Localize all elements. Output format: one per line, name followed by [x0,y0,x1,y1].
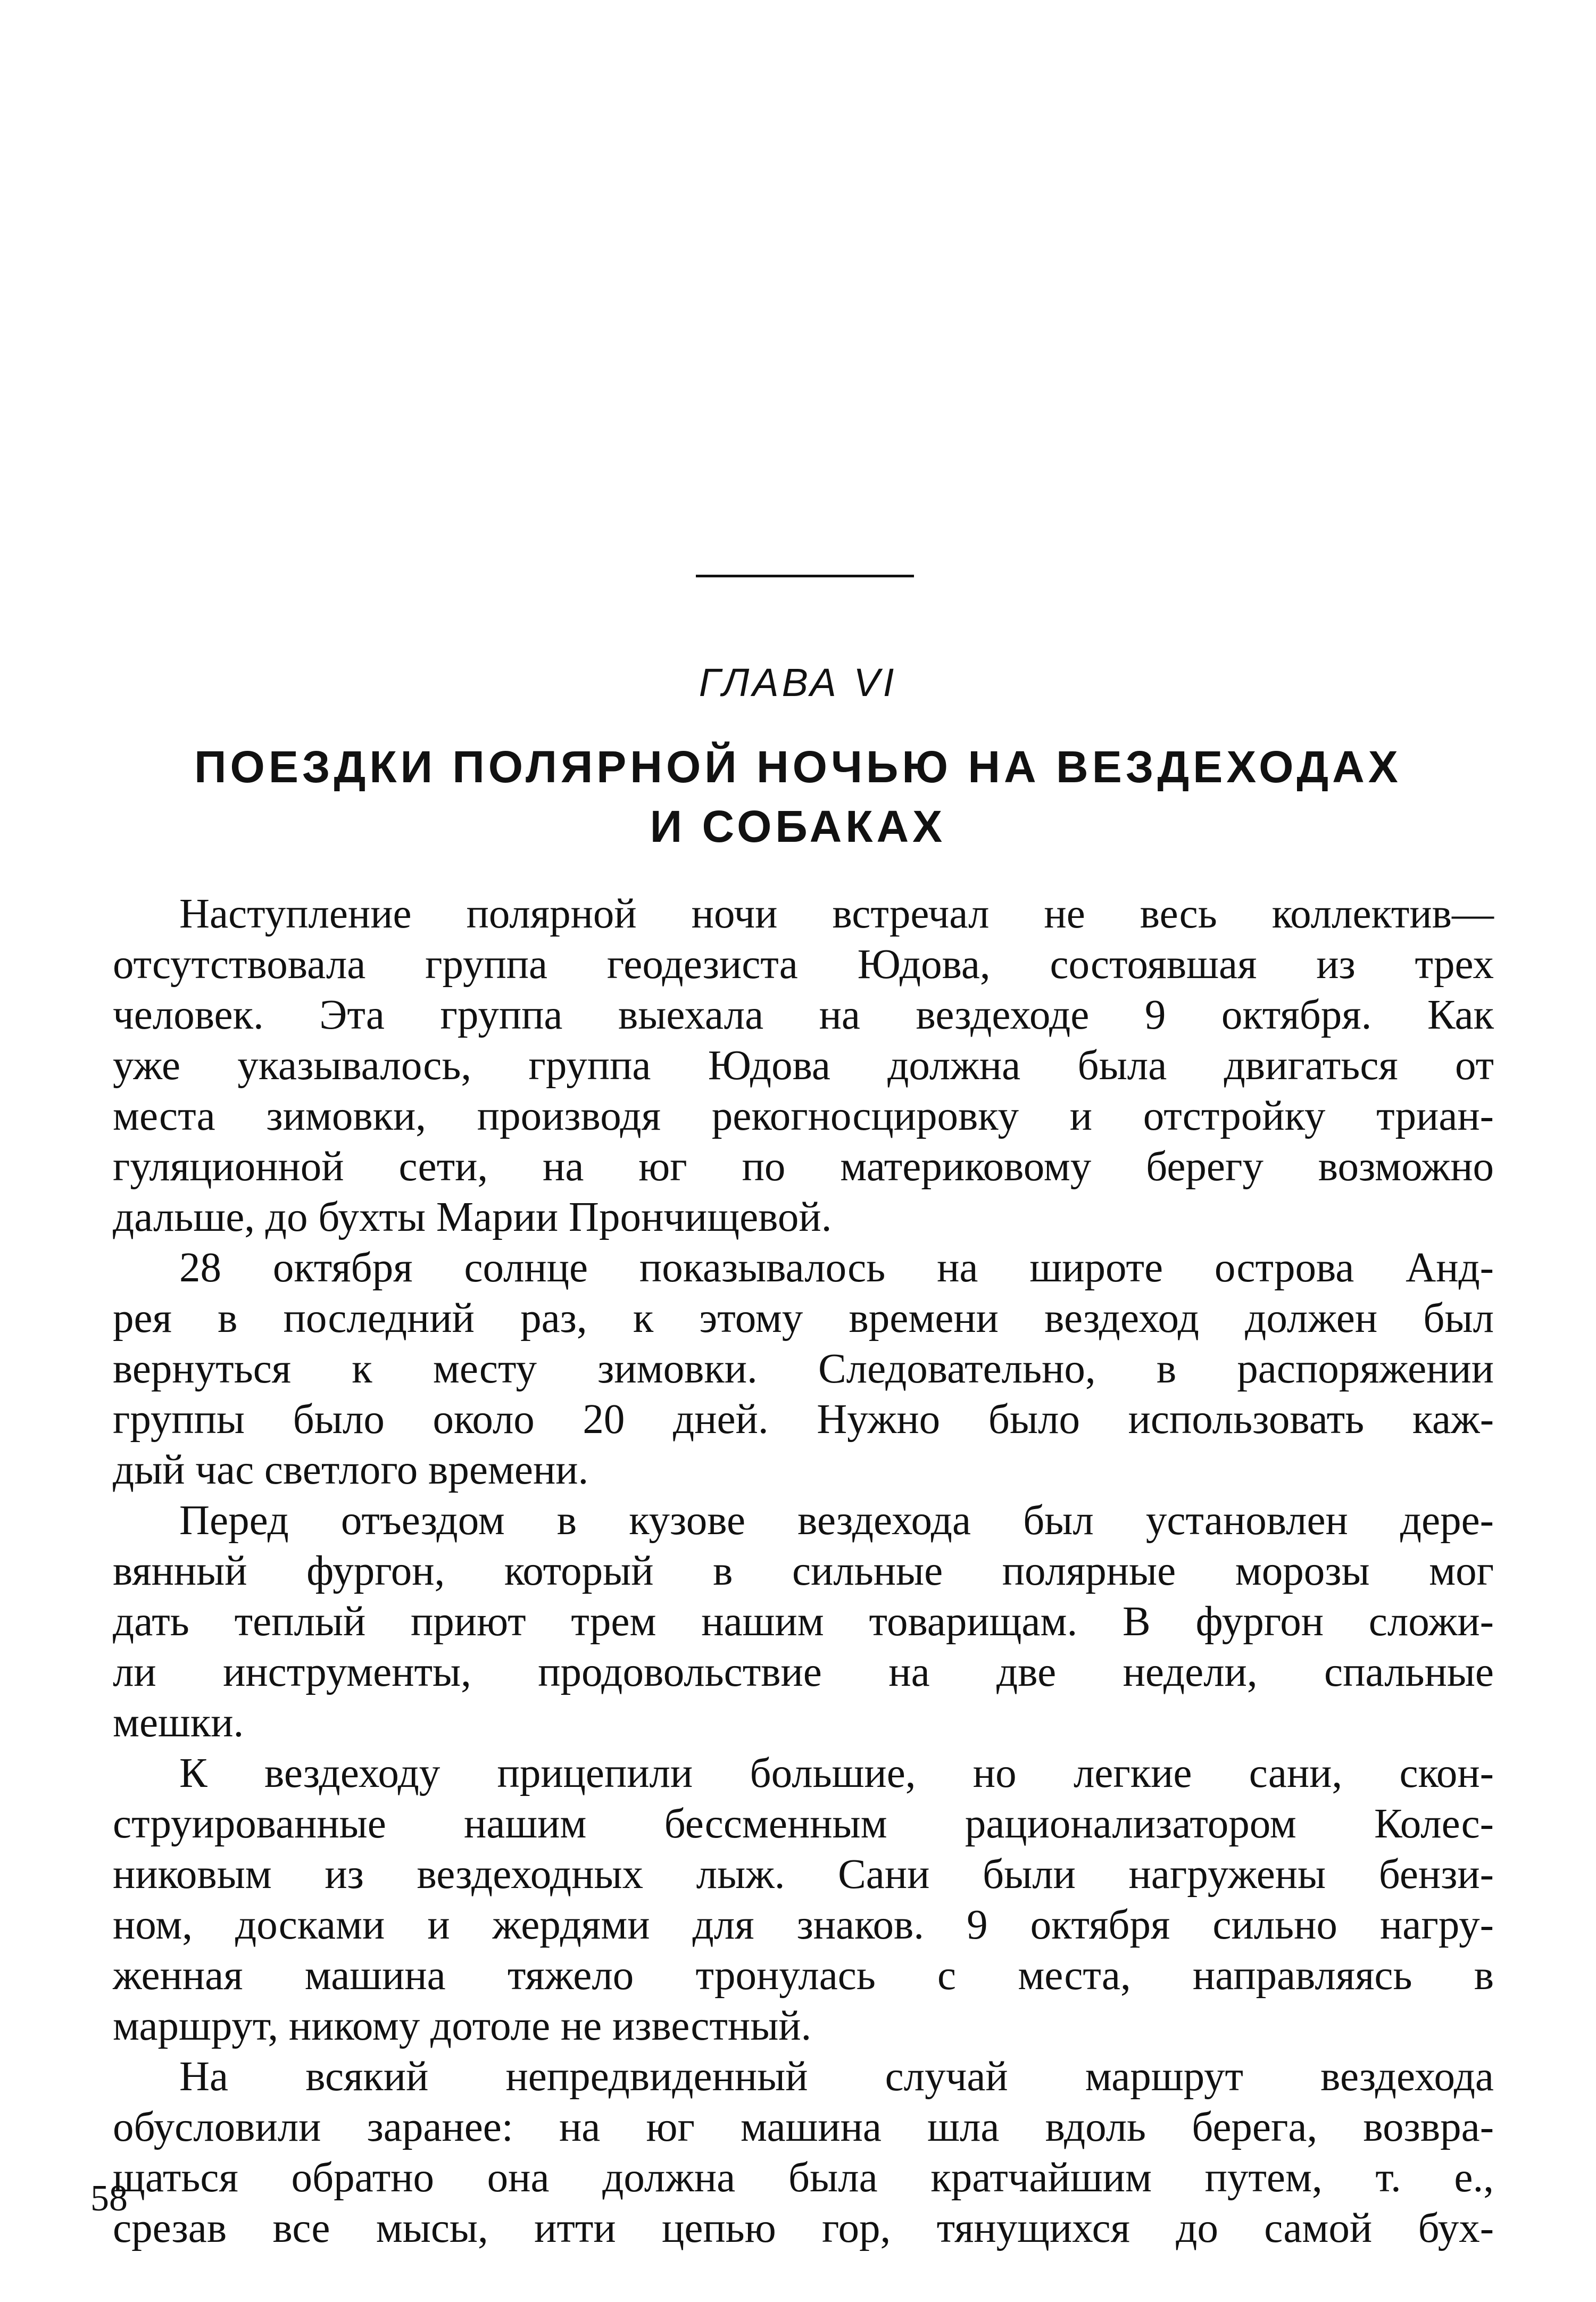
text-line: На всякий непредвиденный случай маршрут вездехода [179,2053,1494,2100]
text-line: группы было около 20 дней. Нужно было использовать каж- [113,1396,1494,1443]
text-line: маршрут, никому дотоле не известный. [113,2003,812,2049]
chapter-divider-rule [696,575,914,577]
text-line: вернуться к месту зимовки. Следовательно, в распоряжении [113,1346,1494,1392]
chapter-title-line: И СОБАКАХ [650,801,946,851]
body-text [113,889,1494,2254]
text-line: 28 октября солнце показывалось на широте острова Анд- [179,1245,1494,1291]
text-line: ном, досками и жердями для знаков. 9 октября сильно нагру- [113,1902,1494,1948]
text-line: человек. Эта группа выехала на вездеходе 9 октября. Как [113,992,1494,1038]
text-line: уже указывалось, группа Юдова должна была двигаться от [113,1042,1494,1089]
text-line: гуляционной сети, на юг по материковому берегу возможно [113,1144,1494,1190]
chapter-title [160,737,1436,856]
text-line: ли инструменты, продовольствие на две недели, спальные [113,1649,1494,1695]
text-line: никовым из вездеходных лыж. Сани были нагружены бензи- [113,1851,1494,1898]
text-line: дальше, до бухты Марии Прончищевой. [113,1194,832,1240]
text-line: Перед отъездом в кузове вездехода был установлен дере- [179,1497,1494,1544]
chapter-label: ГЛАВА VI [699,660,897,705]
text-line: мешки. [113,1700,244,1746]
text-line: вянный фургон, который в сильные полярные морозы мог [113,1548,1494,1594]
text-line: дый час светлого времени. [113,1447,589,1493]
text-line: рея в последний раз, к этому времени вездеход должен был [113,1295,1494,1342]
text-line: К вездеходу прицепили большие, но легкие сани, скон- [179,1750,1494,1796]
page-number: 58 [90,2178,128,2219]
text-line: обусловили заранее: на юг машина шла вдоль берега, возвра- [113,2104,1494,2150]
text-line: щаться обратно она должна была кратчайшим путем, т. е., [113,2155,1494,2201]
text-line: дать теплый приют трем нашим товарищам. В фургон сложи- [113,1599,1494,1645]
text-line: срезав все мысы, итти цепью гор, тянущихся до самой бух- [113,2205,1494,2251]
chapter-title-line: ПОЕЗДКИ ПОЛЯРНОЙ НОЧЬЮ НА ВЕЗДЕХОДАХ [194,742,1402,792]
text-line: места зимовки, производя рекогносцировку и отстройку триан- [113,1093,1494,1139]
text-line: женная машина тяжело тронулась с места, направляясь в [113,1952,1494,1999]
text-line: струированные нашим бессменным рационализатором Колес- [113,1801,1494,1847]
text-line: отсутствовала группа геодезиста Юдова, состоявшая из трех [113,941,1494,988]
text-line: Наступление полярной ночи встречал не весь коллектив— [179,891,1494,937]
